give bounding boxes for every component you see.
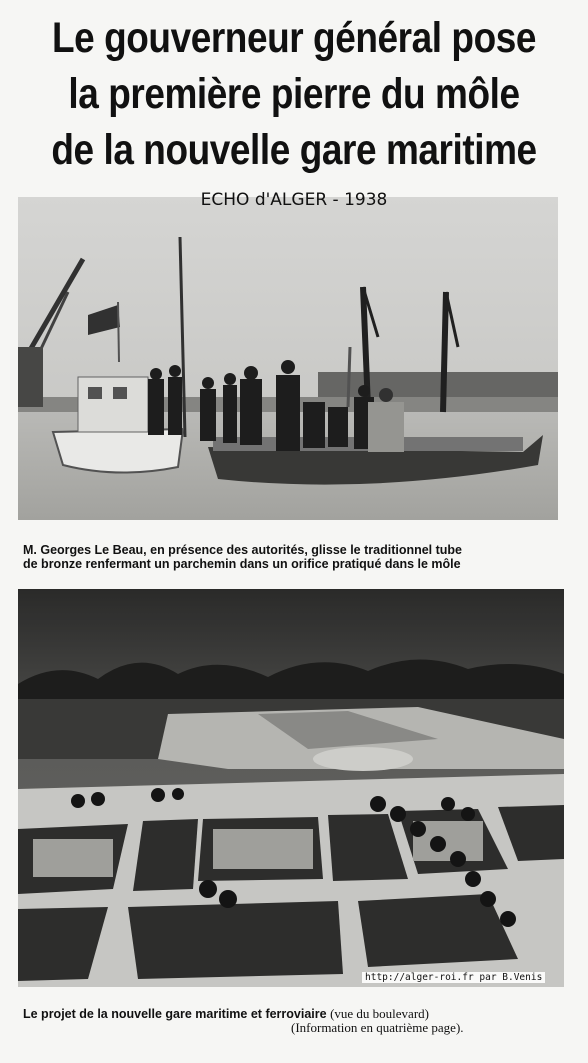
headline — [41, 10, 547, 178]
headline-line-3: de la nouvelle gare maritime — [51, 126, 537, 174]
newspaper-source: ECHO d'ALGER - 1938 — [200, 190, 388, 210]
photo-caption-2 — [23, 1007, 568, 1035]
maritime-station-model-photo — [18, 589, 564, 987]
headline-line-1: Le gouverneur général pose — [51, 14, 537, 62]
caption-1-line-1: M. Georges Le Beau, en présence des autorités, glisse le traditionnel tube — [23, 543, 463, 557]
caption-2-line-2: (Information en quatrième page). — [291, 1020, 464, 1035]
harbour-boat-photo — [18, 197, 558, 520]
website-credit: http://alger-roi.fr par B.Venis — [362, 972, 545, 983]
caption-1-line-2: de bronze renfermant un parchemin dans un orifice pratiqué dans le môle — [23, 557, 461, 571]
headline-line-2: la première pierre du môle — [68, 70, 520, 118]
caption-2-bold: Le projet de la nouvelle gare maritime et ferroviaire — [23, 1007, 327, 1021]
caption-2-light: (vue du boulevard) — [330, 1006, 429, 1021]
photo-caption-1 — [23, 543, 563, 571]
